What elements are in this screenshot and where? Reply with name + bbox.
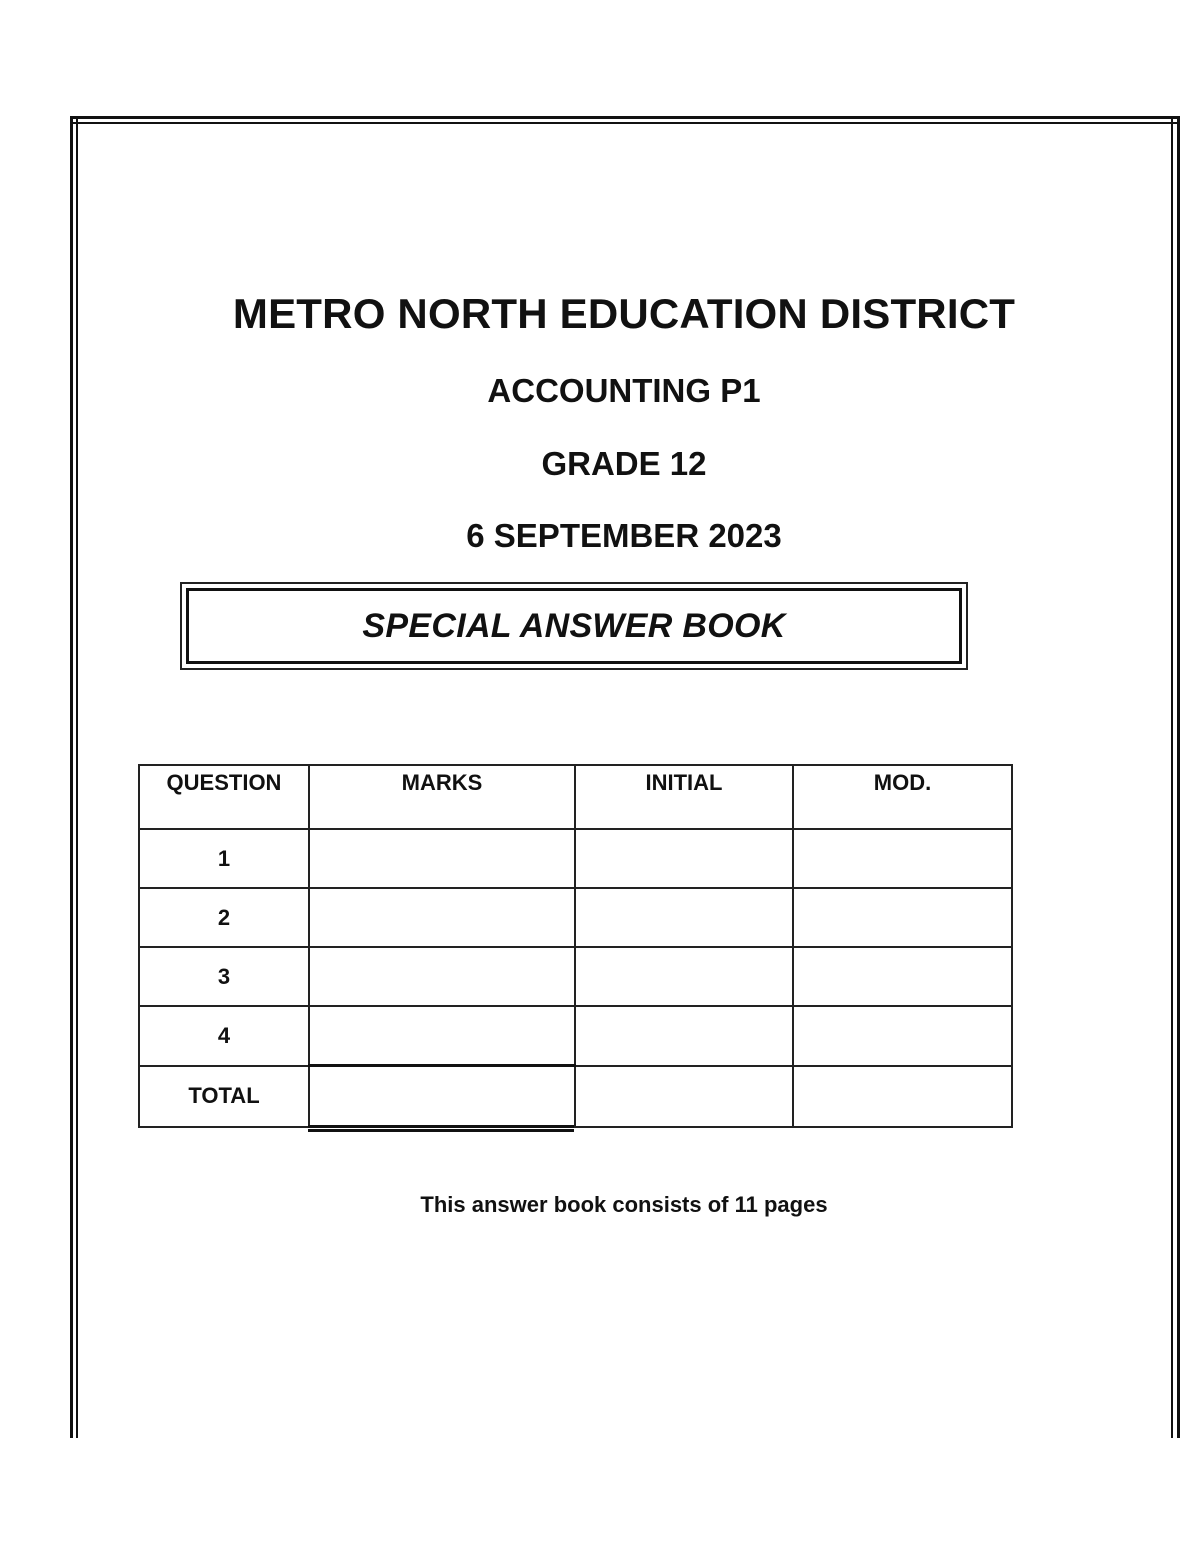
total-mod-cell[interactable] xyxy=(793,1066,1012,1128)
question-number: 2 xyxy=(139,888,309,947)
table-row xyxy=(139,829,1012,888)
marks-table-header-row xyxy=(139,765,1012,829)
marks-cell[interactable] xyxy=(309,829,575,888)
initial-cell[interactable] xyxy=(575,888,793,947)
marks-table xyxy=(138,764,1013,1128)
initial-cell[interactable] xyxy=(575,829,793,888)
column-header-initial: INITIAL xyxy=(575,765,793,829)
marks-cell[interactable] xyxy=(309,947,575,1006)
question-number: 3 xyxy=(139,947,309,1006)
page-frame-top xyxy=(70,116,1180,124)
column-header-marks: MARKS xyxy=(309,765,575,829)
district-title: METRO NORTH EDUCATION DISTRICT xyxy=(232,290,1016,337)
exam-date: 6 SEPTEMBER 2023 xyxy=(466,517,782,554)
mod-cell[interactable] xyxy=(793,888,1012,947)
mod-cell[interactable] xyxy=(793,947,1012,1006)
question-number: 4 xyxy=(139,1006,309,1066)
total-row xyxy=(139,1066,1012,1128)
table-row xyxy=(139,1006,1012,1066)
table-row xyxy=(139,947,1012,1006)
answer-book-label: SPECIAL ANSWER BOOK xyxy=(186,588,962,664)
total-double-underline xyxy=(308,1125,574,1132)
column-header-question: QUESTION xyxy=(139,765,309,829)
column-header-mod: MOD. xyxy=(793,765,1012,829)
initial-cell[interactable] xyxy=(575,947,793,1006)
total-label: TOTAL xyxy=(139,1066,309,1128)
subject-title: ACCOUNTING P1 xyxy=(487,372,761,409)
initial-cell[interactable] xyxy=(575,1006,793,1066)
total-initial-cell[interactable] xyxy=(575,1066,793,1128)
marks-cell[interactable] xyxy=(309,1006,575,1066)
answer-book-banner xyxy=(180,582,968,670)
mod-cell[interactable] xyxy=(793,829,1012,888)
grade-title: GRADE 12 xyxy=(541,445,707,482)
table-row xyxy=(139,888,1012,947)
page-count-note: This answer book consists of 11 pages xyxy=(420,1192,828,1217)
total-marks-cell[interactable] xyxy=(309,1066,575,1128)
mod-cell[interactable] xyxy=(793,1006,1012,1066)
marks-cell[interactable] xyxy=(309,888,575,947)
question-number: 1 xyxy=(139,829,309,888)
